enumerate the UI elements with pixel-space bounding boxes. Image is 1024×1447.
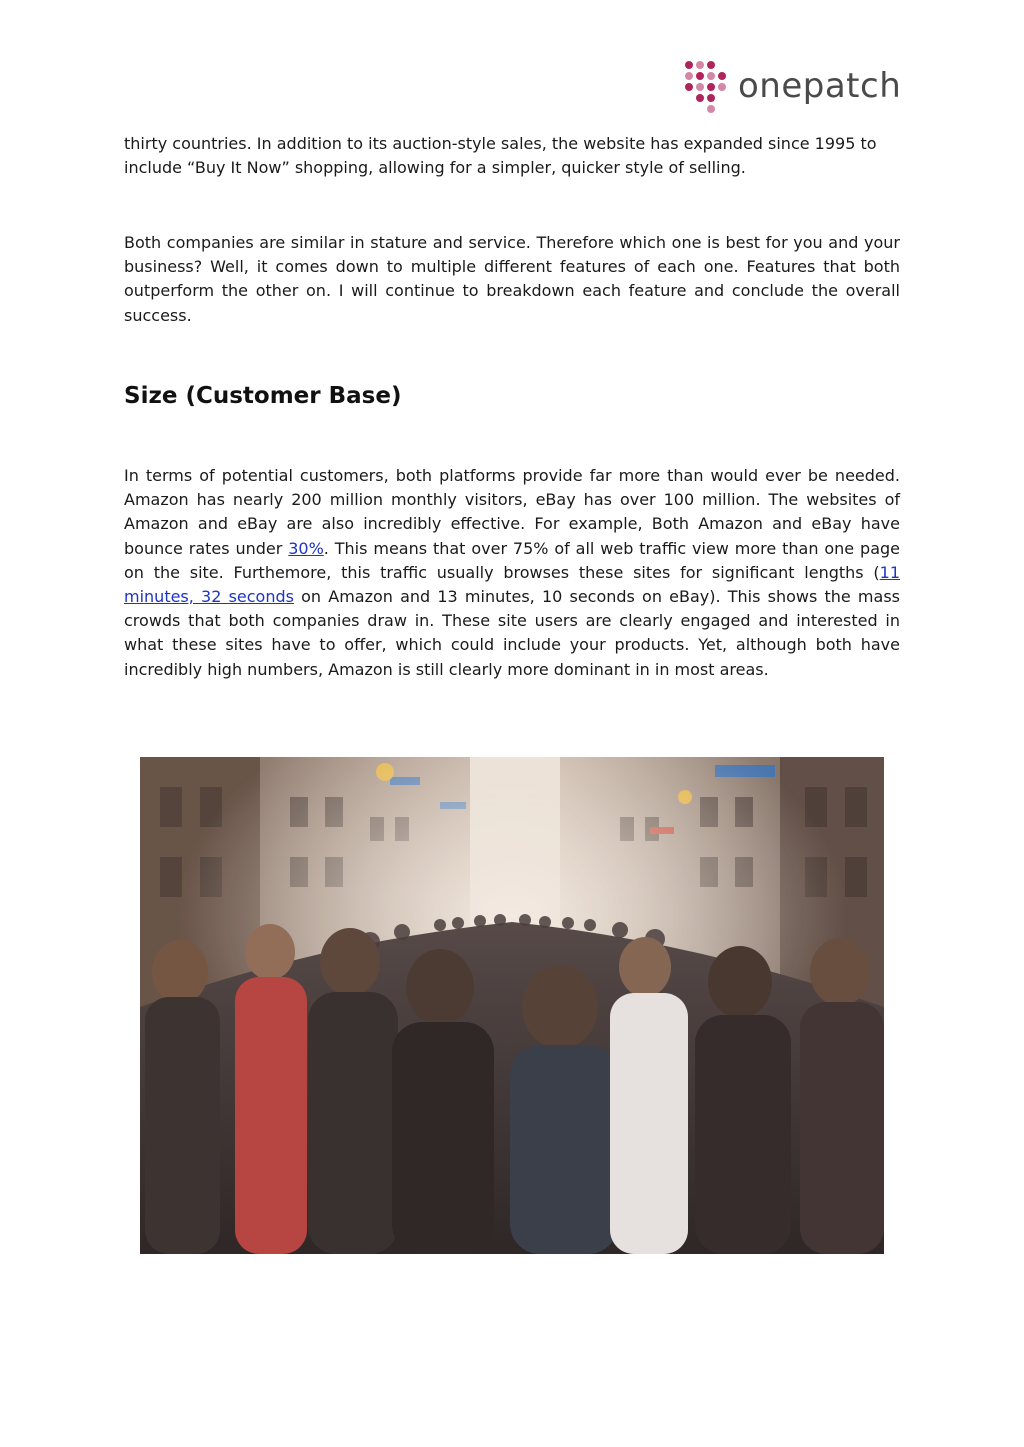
onepatch-logo: [684, 60, 904, 116]
section-body-paragraph: [124, 464, 900, 682]
brand-name: onepatch: [738, 66, 902, 106]
intro-paragraph: thirty countries. In addition to its auction-style sales, the website has expanded since 1995 to include “Buy It Now” shopping, allowing for a simpler, quicker style of selling.: [124, 134, 877, 178]
comparison-paragraph: Both companies are similar in stature and service. Therefore which one is best for you and your business? Well, it comes down to multiple different features of each one. Features that both outperform the other on. I will continue to breakdown each feature and conclude the overall success.: [124, 233, 900, 325]
section-heading: Size (Customer Base): [124, 383, 402, 409]
crowd-street-photo: [140, 757, 884, 1254]
body-text-3: on Amazon and 13 minutes, 10 seconds on eBay). This shows the mass crowds that both companies draw in. These site users are clearly engaged and interested in what these sites have to offer, which could include your products. Yet, although both have incredibly high numbers, Amazon is still clearly more dominant in in most areas.: [124, 587, 900, 679]
logo-dot-grid-icon: [684, 60, 744, 116]
bounce-rate-link[interactable]: 30%: [288, 538, 324, 558]
crowd-street-image: [140, 757, 884, 1254]
body-text-1: In terms of potential customers, both platforms provide far more than would ever be needed. Amazon has nearly 200 million monthly visitors, eBay has over 100 million. The websites of Amazon and eBay are also incredibly effective. For example, Both Amazon and eBay have bounce rates under: [124, 466, 900, 558]
visit-duration-link[interactable]: 11 minutes, 32 seconds: [124, 562, 900, 607]
body-text-2: . This means that over 75% of all web traffic view more than one page on the site. Furthemore, this traffic usually browses these sites for significant lengths (: [124, 538, 900, 582]
